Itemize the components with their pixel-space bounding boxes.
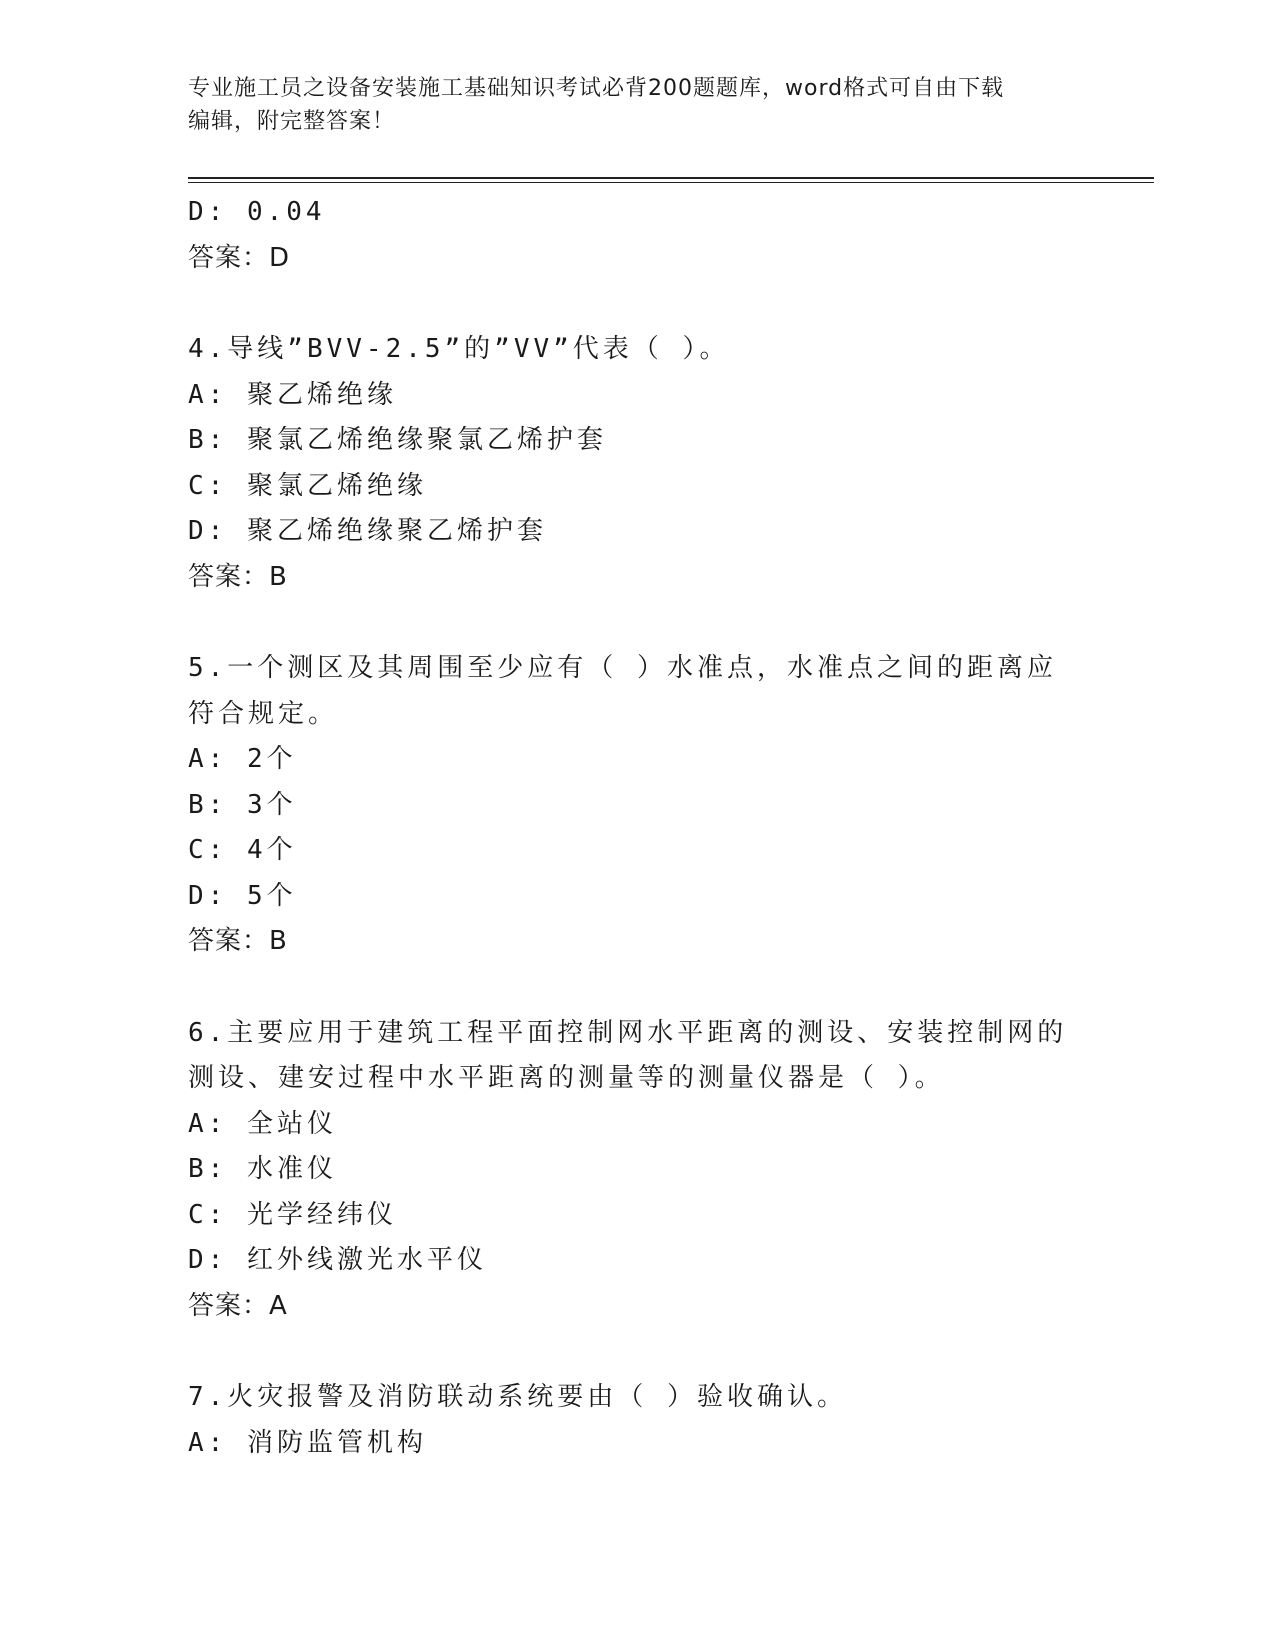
spacer <box>188 965 1088 1011</box>
header-line-2: 编辑，附完整答案！ <box>188 109 396 134</box>
option-b: B: 聚氯乙烯绝缘聚氯乙烯护套 <box>188 425 607 455</box>
option-a: A: 2个 <box>188 744 297 774</box>
option-d: D: 红外线激光水平仪 <box>188 1245 487 1275</box>
option-a: A: 全站仪 <box>188 1108 337 1139</box>
question-stem: 7.火灾报警及消防联动系统要由（ ）验收确认。 <box>188 1382 847 1412</box>
option-a: A: 消防监管机构 <box>188 1427 427 1458</box>
option-c: C: 4个 <box>188 835 297 865</box>
answer-line: 答案：B <box>188 926 288 956</box>
spacer <box>188 600 1088 646</box>
answer-line: 答案：B <box>188 561 288 592</box>
spacer <box>188 1329 1088 1375</box>
question-stem: 6.主要应用于建筑工程平面控制网水平距离的测设、安装控制网的测设、建安过程中水平距离的测量等的测量仪器是（ ）。 <box>188 1017 1068 1093</box>
header-divider-thick <box>188 177 1154 179</box>
option-a: A: 聚乙烯绝缘 <box>188 379 397 410</box>
option-d: D: 0.04 <box>188 197 326 227</box>
header-line-1: 专业施工员之设备安装施工基础知识考试必背200题题库，word格式可自由下载 <box>188 76 1005 101</box>
answer-line: 答案：D <box>188 242 291 273</box>
option-d: D: 5个 <box>188 880 297 911</box>
question-stem: 5.一个测区及其周围至少应有（ ）水准点，水准点之间的距离应符合规定。 <box>188 653 1057 729</box>
option-c: C: 聚氯乙烯绝缘 <box>188 470 427 501</box>
option-b: B: 水准仪 <box>188 1154 337 1184</box>
question-list <box>188 190 1088 1466</box>
option-c: C: 光学经纬仪 <box>188 1199 397 1230</box>
document-header <box>188 72 1068 138</box>
spacer <box>188 281 1088 327</box>
option-d: D: 聚乙烯绝缘聚乙烯护套 <box>188 516 547 546</box>
header-divider-thin <box>188 182 1154 183</box>
question-stem: 4.导线”BVV-2.5”的”VV”代表（ ）。 <box>188 334 730 364</box>
answer-line: 答案：A <box>188 1290 288 1321</box>
option-b: B: 3个 <box>188 789 297 820</box>
